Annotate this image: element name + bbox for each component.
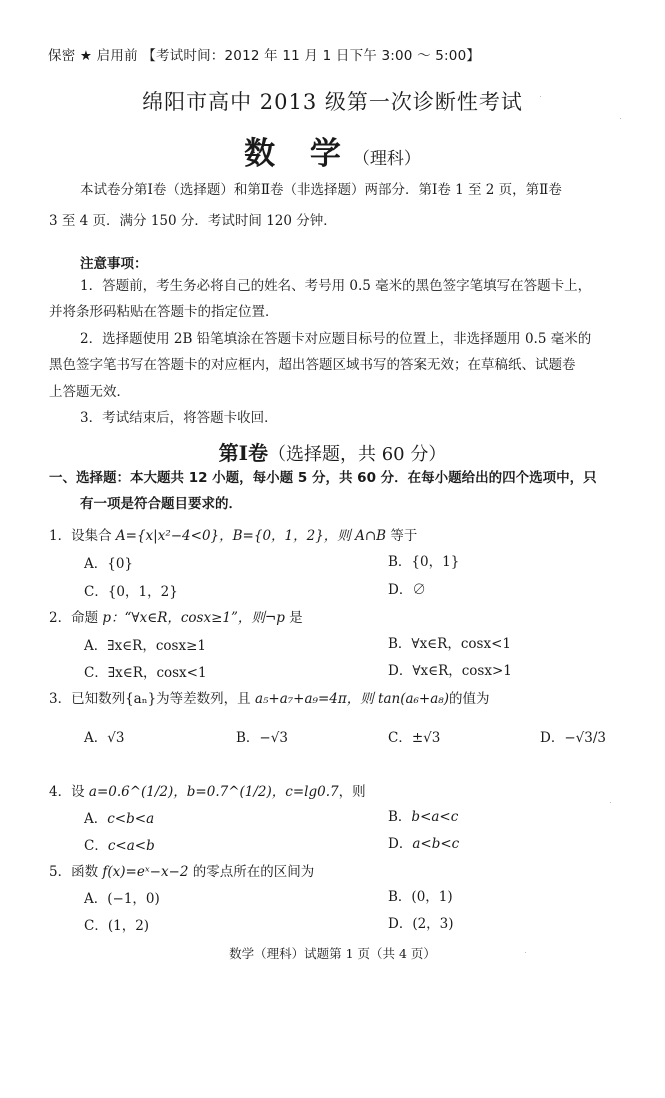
question-stem-math: A={x|x²−4<0}，B={0，1，2}，则 A∩B <box>115 528 387 544</box>
q2-option-b: B．∀x∈R，cosx<1 <box>388 636 511 652</box>
exam-time: 【考试时间：2012 年 11 月 1 日下午 3:00 ～ 5:00】 <box>142 48 481 64</box>
question-stem-suffix: ，则 <box>338 784 366 800</box>
scan-speck <box>525 952 526 953</box>
intro-line-2: 3 至 4 页．满分 150 分．考试时间 120 分钟． <box>49 213 337 229</box>
q4-option-d: D．a<b<c <box>388 836 460 852</box>
question-stem-math: p：“∀x∈R，cosx≥1”，则¬p <box>102 610 285 626</box>
q5-option-a: A．(−1，0) <box>84 891 160 907</box>
q5-option-c: C．(1，2) <box>84 918 150 934</box>
q5-option-d: D．(2，3) <box>388 916 454 932</box>
question-stem-prefix: 函数 <box>71 864 103 880</box>
question-stem-suffix: 等于 <box>386 528 418 544</box>
question-3 <box>49 687 489 707</box>
subject-note: （理科） <box>352 149 421 169</box>
q3-option-c: C．±√3 <box>388 730 441 746</box>
question-number: 2． <box>49 610 72 626</box>
q3-option-b: B．−√3 <box>236 730 288 746</box>
question-stem-math: f(x)=eˣ−x−2 <box>102 864 189 880</box>
notice-title: 注意事项： <box>80 256 148 272</box>
q3-option-d: D．−√3/3 <box>540 730 606 746</box>
q3-option-a: A．√3 <box>84 730 125 746</box>
q4-option-b: B．b<a<c <box>388 809 459 825</box>
q4-option-c: C．c<a<b <box>84 838 155 854</box>
section-instruction-line-2: 有一项是符合题目要求的． <box>80 496 242 512</box>
question-number: 5． <box>49 864 72 880</box>
section-instruction-line-1: 一、选择题：本大题共 12 小题，每小题 5 分，共 60 分．在每小题给出的四个选项中，只 <box>49 470 597 486</box>
q2-option-a: A．∃x∈R，cosx≥1 <box>84 638 206 654</box>
q1-option-b: B．{0，1} <box>388 554 460 570</box>
q2-option-c: C．∃x∈R，cosx<1 <box>84 665 207 681</box>
question-stem-math: a₅+a₇+a₉=4π，则 tan(a₆+a₈) <box>254 691 449 707</box>
subject-title <box>0 128 665 173</box>
q1-option-a: A．{0} <box>84 556 134 572</box>
scan-speck <box>620 118 621 119</box>
notice-item-2-line-3: 上答题无效． <box>49 384 130 400</box>
exam-header <box>48 44 480 64</box>
q1-option-d: D．∅ <box>388 582 426 598</box>
question-2 <box>49 606 303 626</box>
question-5 <box>49 860 314 880</box>
question-stem-suffix: 是 <box>284 610 303 626</box>
section-title-note: （选择题，共 60 分） <box>268 444 447 465</box>
q1-option-c: C．{0，1，2} <box>84 584 178 600</box>
question-stem-math: a=0.6^(1/2)，b=0.7^(1/2)，c=lg0.7 <box>88 784 339 800</box>
section-title <box>0 437 665 466</box>
page-footer: 数学（理科）试题第 1 页（共 4 页） <box>229 946 436 961</box>
question-stem-prefix: 已知数列{aₙ}为等差数列，且 <box>71 691 255 707</box>
subject-name: 数 学 <box>244 136 353 172</box>
confidential-label: 保密 ★ 启用前 <box>48 48 138 64</box>
question-number: 1． <box>49 528 72 544</box>
question-number: 4． <box>49 784 72 800</box>
question-1 <box>49 524 417 544</box>
scan-speck <box>610 802 611 803</box>
q5-option-b: B．(0，1) <box>388 889 453 905</box>
section-title-main: 第Ⅰ卷 <box>218 441 268 465</box>
notice-item-2-line-2: 黑色签字笔书写在答题卡的对应框内，超出答题区域书写的答案无效；在草稿纸、试题卷 <box>49 357 576 373</box>
question-stem-suffix: 的零点所在的区间为 <box>188 864 315 880</box>
notice-item-1-line-2: 并将条形码粘贴在答题卡的指定位置． <box>49 304 279 320</box>
question-stem-prefix: 设 <box>71 784 89 800</box>
q2-option-d: D．∀x∈R，cosx>1 <box>388 663 512 679</box>
question-stem-prefix: 设集合 <box>71 528 116 544</box>
exam-title: 绵阳市高中 2013 级第一次诊断性考试 <box>142 90 523 114</box>
question-stem-prefix: 命题 <box>71 610 103 626</box>
notice-item-2-line-1: 2．选择题使用 2B 铅笔填涂在答题卡对应题目标号的位置上，非选择题用 0.5 毫米的 <box>80 331 592 347</box>
question-4 <box>49 780 366 800</box>
question-stem-suffix: 的值为 <box>448 691 490 707</box>
intro-line-1: 本试卷分第Ⅰ卷（选择题）和第Ⅱ卷（非选择题）两部分．第Ⅰ卷 1 至 2 页，第Ⅱ卷 <box>80 182 562 198</box>
notice-item-1-line-1: 1．答题前，考生务必将自己的姓名、考号用 0.5 毫米的黑色签字笔填写在答题卡上， <box>80 278 592 294</box>
question-number: 3． <box>49 691 72 707</box>
notice-item-3-line-1: 3．考试结束后，将答题卡收回． <box>80 410 278 426</box>
q4-option-a: A．c<b<a <box>84 811 155 827</box>
scan-speck <box>540 96 541 97</box>
